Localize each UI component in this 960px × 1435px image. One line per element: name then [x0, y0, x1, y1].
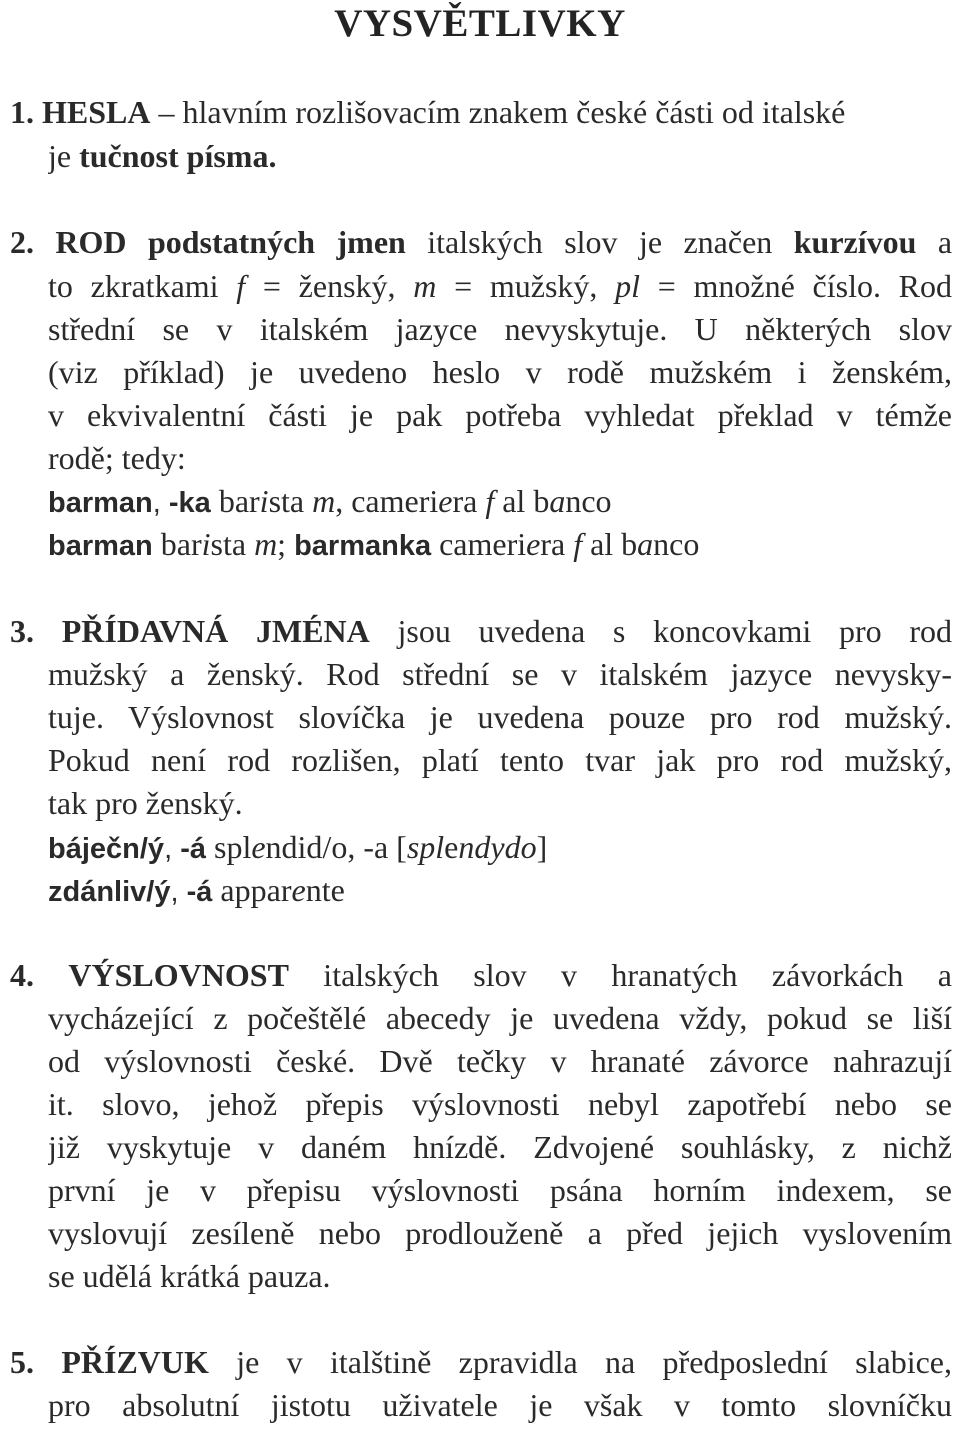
section-1-line-2: je tučnost písma. — [48, 138, 277, 174]
section-4-line-2: vycházející z počeštělé abecedy je uvedena vždy, pokud se liší — [48, 1000, 952, 1036]
section-4-line-1: 4. VÝSLOVNOST italských slov v hranatých závorkách a — [10, 957, 952, 993]
bold-term: kurzívou — [793, 224, 917, 260]
section-2-number: 2. — [10, 224, 34, 260]
section-4-heading: VÝSLOVNOST — [68, 957, 289, 993]
section-4-line-6: první je v přepisu výslovnosti psána horním indexem, se — [48, 1172, 952, 1208]
section-4-line-4: it. slovo, jehož přepis výslovnosti nebyl zapotřebí nebo se — [48, 1086, 952, 1122]
section-1-line-1: 1. HESLA – hlavním rozlišovacím znakem české části od italské — [10, 94, 846, 130]
section-5-heading: PŘÍZVUK — [61, 1344, 209, 1380]
example-zdanlivy: zdánliv/ý, -á apparente — [48, 872, 345, 908]
page-title: VYSVĚTLIVKY — [334, 2, 626, 45]
section-2-line-1: 2. ROD podstatných jmen italských slov je značen kurzívou a — [10, 224, 952, 260]
section-3-line-1: 3. PŘÍDAVNÁ JMÉNA jsou uvedena s koncovkami pro rod — [10, 613, 952, 649]
section-2-heading: ROD podstatných jmen — [55, 224, 406, 260]
section-5-number: 5. — [10, 1344, 34, 1380]
section-2-line-3: střední se v italském jazyce nevyskytuje. U některých slov — [48, 311, 952, 347]
section-4-line-7: vyslovují zesíleně nebo prodlouženě a před jejich vyslovením — [48, 1215, 952, 1251]
section-2-line-4: (viz příklad) je uvedeno heslo v rodě mužském i ženském, — [48, 354, 952, 390]
section-1-number: 1. — [10, 94, 34, 130]
section-5-line-1: 5. PŘÍZVUK je v italštině zpravidla na předposlední slabice, — [10, 1344, 952, 1380]
bold-term: tučnost písma. — [79, 138, 277, 174]
section-1-heading: HESLA — [42, 94, 151, 130]
example-barman-1: barman, -ka barista m, cameriera f al banco — [48, 483, 612, 519]
section-2-line-6: rodě; tedy: — [48, 440, 186, 476]
section-3-line-5: tak pro ženský. — [48, 785, 243, 821]
section-4-line-5: již vyskytuje v daném hnízdě. Zdvojené souhlásky, z nichž — [48, 1129, 952, 1165]
section-4-number: 4. — [10, 957, 34, 993]
section-3-line-4: Pokud není rod rozlišen, platí tento tvar jak pro rod mužský, — [48, 742, 952, 778]
section-3-line-3: tuje. Výslovnost slovíčka je uvedena pouze pro rod mužský. — [48, 699, 952, 735]
section-2-line-5: v ekvivalentní části je pak potřeba vyhledat překlad v témže — [48, 397, 952, 433]
section-3-line-2: mužský a ženský. Rod střední se v italském jazyce nevysky- — [48, 656, 952, 692]
section-3-heading: PŘÍDAVNÁ JMÉNA — [61, 613, 370, 649]
section-3-number: 3. — [10, 613, 34, 649]
section-4-line-3: od výslovnosti české. Dvě tečky v hranaté závorce nahrazují — [48, 1043, 952, 1079]
example-barman-2: barman barista m; barmanka cameriera f al banco — [48, 526, 700, 562]
section-5-line-2: pro absolutní jistotu uživatele je však v tomto slovníčku — [48, 1387, 952, 1423]
section-2-line-2: to zkratkami f = ženský, m = mužský, pl = množné číslo. Rod — [48, 268, 952, 304]
example-bajecny: báječn/ý, -á splendid/o, -a [splendydo] — [48, 829, 548, 865]
section-4-line-8: se udělá krátká pauza. — [48, 1258, 331, 1294]
